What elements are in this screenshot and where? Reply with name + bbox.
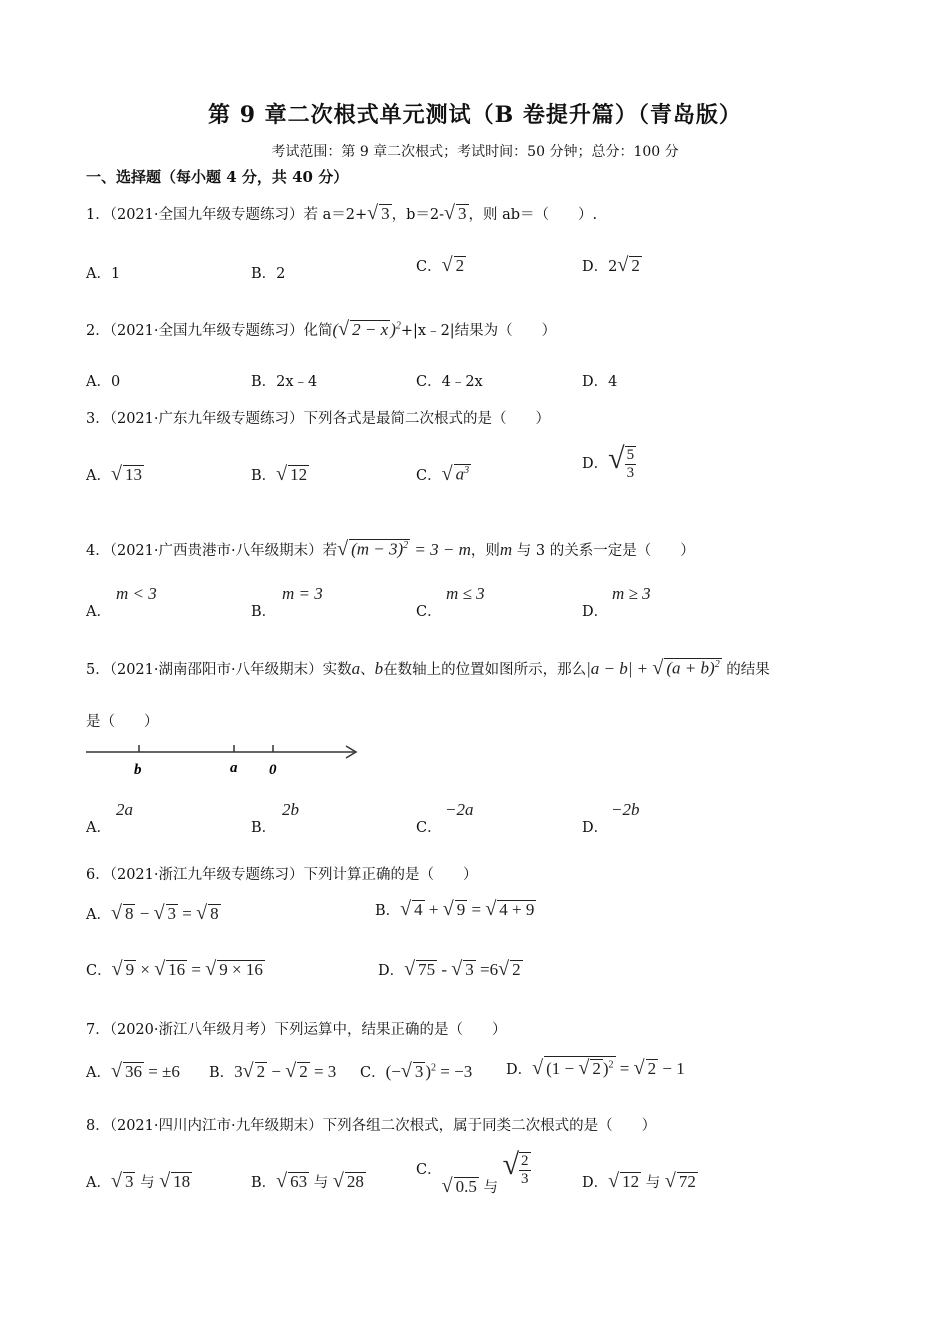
question-4: 4．（2021·广西贵港市·八年级期末）若√ $(m - 3)^2 = 3 - m$，则m 与 3 的关系一定是（ ） [86, 538, 695, 560]
number-line [84, 738, 364, 782]
exam-info: 考试范围：第 9 章二次根式；考试时间：50 分钟；总分：100 分 [271, 144, 679, 160]
q2-stem: 2．（2021·全国九年级专题练习）化简 [86, 323, 333, 339]
q6-option-d[interactable]: D．√ 75 - √ 3 =6√ 2 [378, 958, 521, 980]
q5-option-c-math: −2a [445, 800, 474, 819]
question-6: 6．（2021·浙江九年级专题练习）下列计算正确的是（ ） [86, 867, 478, 883]
q5-option-d-math: −2b [611, 800, 640, 819]
label-a: a [230, 760, 238, 776]
q5-option-a[interactable]: A． [86, 820, 111, 836]
q3-option-a[interactable]: A．√ 13 [86, 463, 142, 485]
q4-option-d[interactable]: D． [582, 604, 609, 620]
q3-option-b[interactable]: B．√ 12 [251, 463, 308, 485]
sqrt-3: √ 3 [367, 202, 390, 224]
q1-tail: ，则 ab＝（ ）. [468, 207, 598, 223]
q4-option-a-math: m < 3 [116, 584, 157, 603]
q4-expression: √ $(m - 3)^2 = 3 - m$ [337, 538, 471, 560]
question-3: 3．（2021·广东九年级专题练习）下列各式是最简二次根式的是（ ） [86, 411, 550, 427]
q6-option-b[interactable]: B．√ 4 + √ 9 = √ 4 + 9 [375, 898, 535, 920]
q7-option-a[interactable]: A．√ 36 = ±6 [86, 1060, 180, 1082]
q5-stem-cont: 是（ ） [86, 714, 159, 730]
q2-tail: +|x﹣2|结果为（ ） [400, 323, 557, 339]
q5-option-c[interactable]: C． [416, 820, 442, 836]
label-0: 0 [269, 762, 277, 778]
q1-mid: ，b＝2- [391, 207, 445, 223]
q4-option-c[interactable]: C． [416, 604, 442, 620]
q3-option-c[interactable]: C．√ $a^3$ [416, 463, 470, 485]
q2-expression: (√ 2 − x )$^2$ [332, 318, 401, 340]
q3-option-d[interactable]: D．√ $\frac{5}{3}$ [582, 442, 635, 482]
q7-option-c[interactable]: C．(−√ 3 )$^2$ = −3 [360, 1060, 473, 1082]
q8-option-b[interactable]: B．√ 63 与 √ 28 [251, 1170, 364, 1192]
page-title: 第 9 章二次根式单元测试（B 卷提升篇）（青岛版） [208, 102, 742, 128]
q4-option-d-math: m ≥ 3 [612, 584, 651, 603]
sqrt-3: √ 3 [444, 202, 467, 224]
q1-option-b[interactable]: B．2 [251, 266, 286, 282]
label-b: b [134, 762, 142, 778]
q1-option-c[interactable]: C．√ 2 [416, 254, 465, 276]
q5-option-b-math: 2b [282, 800, 299, 819]
q1-stem: 1．（2021·全国九年级专题练习）若 a＝2+ [86, 207, 368, 223]
q6-option-a[interactable]: A．√ 8 − √ 3 = √ 8 [86, 902, 219, 924]
q4-option-a[interactable]: A． [86, 604, 111, 620]
section-heading: 一、选择题（每小题 4 分，共 40 分） [86, 168, 349, 186]
q7-option-d[interactable]: D．√ (1 − √ 2 )$^2$ = √ 2 − 1 [506, 1057, 685, 1079]
q5-option-b[interactable]: B． [251, 820, 277, 836]
q8-option-a[interactable]: A．√ 3 与 √ 18 [86, 1170, 191, 1192]
q1-option-a[interactable]: A．1 [86, 266, 121, 282]
q8-option-c[interactable]: C．√ 0.5 与 √ $\frac{2}{3}$ [416, 1148, 529, 1197]
q1-option-d[interactable]: D．2√ 2 [582, 254, 640, 276]
q4-option-c-math: m ≤ 3 [446, 584, 485, 603]
q2-option-b[interactable]: B．2x﹣4 [251, 374, 318, 390]
question-7: 7．（2020·浙江八年级月考）下列运算中，结果正确的是（ ） [86, 1022, 507, 1038]
question-1 [86, 202, 597, 225]
question-5: 5．（2021·湖南邵阳市·八年级期末）实数a、b在数轴上的位置如图所示，那么|a − b| + √ $(a + b)^2$ 的结果 [86, 657, 770, 679]
q7-option-b[interactable]: B．3√ 2 − √ 2 = 3 [209, 1060, 337, 1082]
q5-expression: |a − b| + √ $(a + b)^2$ [586, 657, 720, 679]
q4-option-b[interactable]: B． [251, 604, 277, 620]
q2-option-a[interactable]: A．0 [86, 374, 121, 390]
q8-option-d[interactable]: D．√ 12 与 √ 72 [582, 1170, 696, 1192]
q5-option-d[interactable]: D． [582, 820, 609, 836]
q5-option-a-math: 2a [116, 800, 133, 819]
q4-option-b-math: m = 3 [282, 584, 323, 603]
q6-option-c[interactable]: C．√ 9 × √ 16 = √ 9 × 16 [86, 958, 263, 980]
question-8: 8．（2021·四川内江市·九年级期末）下列各组二次根式，属于同类二次根式的是（ ） [86, 1118, 657, 1134]
q2-option-d[interactable]: D．4 [582, 374, 618, 390]
q2-option-c[interactable]: C．4﹣2x [416, 374, 483, 390]
question-2 [86, 318, 556, 341]
